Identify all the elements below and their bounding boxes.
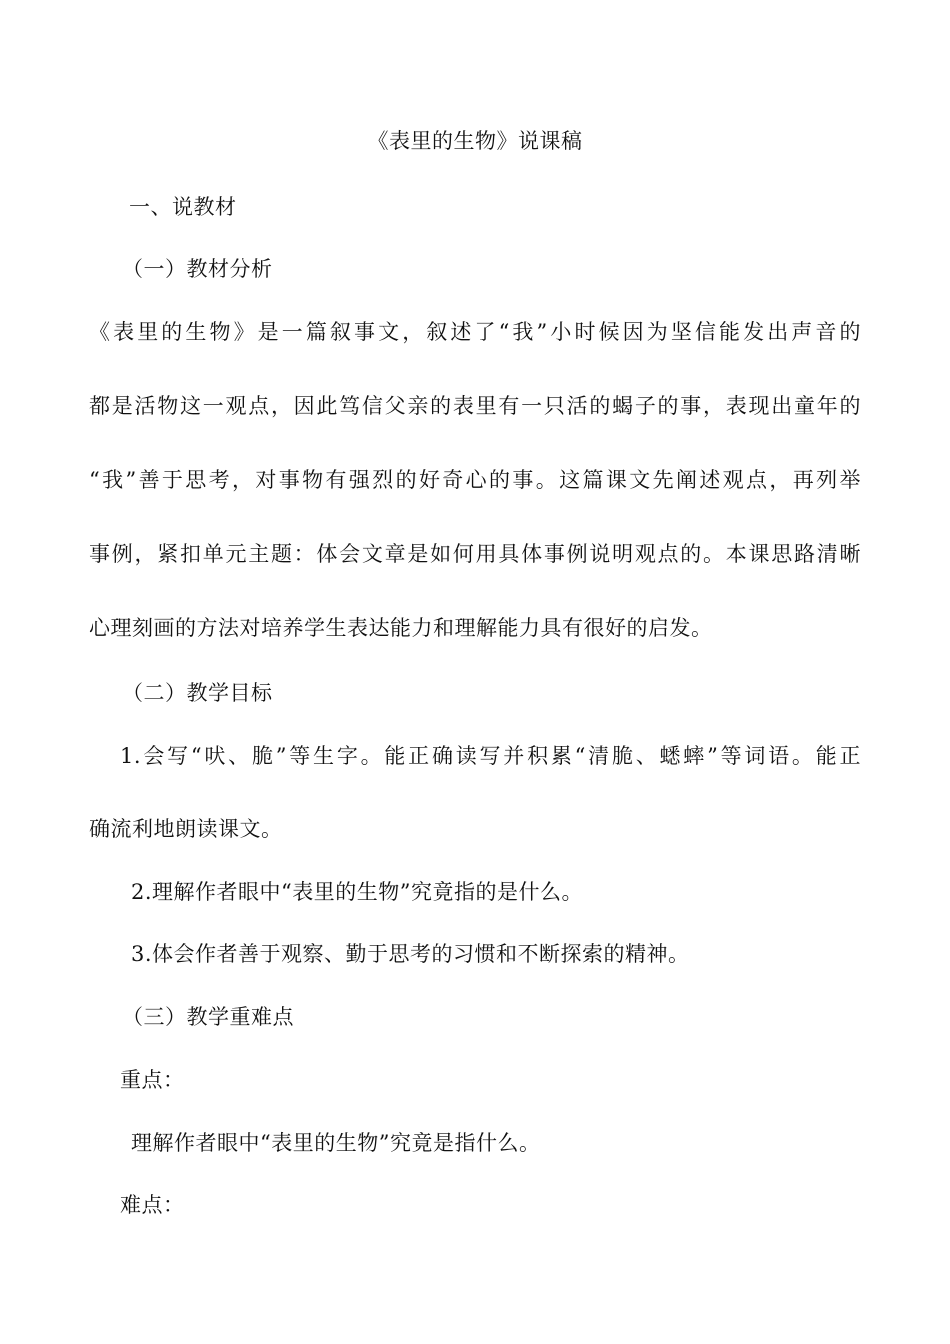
analysis-line-3: “我”善于思考，对事物有强烈的好奇心的事。这篇课文先阐述观点，再列举 xyxy=(89,468,861,492)
goal-1-line-2: 确流利地朗读课文。 xyxy=(89,817,283,841)
analysis-line-4: 事例，紧扣单元主题：体会文章是如何用具体事例说明观点的。本课思路清晰 xyxy=(89,542,861,566)
document-title: 《表里的生物》说课稿 xyxy=(367,129,583,153)
section-heading-textbook: 一、说教材 xyxy=(129,195,237,219)
key-point-text: 理解作者眼中“表里的生物”究竟是指什么。 xyxy=(131,1131,541,1155)
goal-2: 2.理解作者眼中“表里的生物”究竟指的是什么。 xyxy=(131,880,584,904)
subheading-material-analysis: （一）教材分析 xyxy=(122,257,273,281)
goal-1-line-1: 1.会写“吠、脆”等生字。能正确读写并积累“清脆、蟋蟀”等词语。能正 xyxy=(120,744,861,768)
difficulty-label: 难点： xyxy=(120,1193,185,1217)
analysis-line-5: 心理刻画的方法对培养学生表达能力和理解能力具有很好的启发。 xyxy=(89,616,713,640)
key-point-label: 重点： xyxy=(120,1068,185,1092)
subheading-teaching-goals: （二）教学目标 xyxy=(122,681,273,705)
analysis-line-2: 都是活物这一观点，因此笃信父亲的表里有一只活的蝎子的事，表现出童年的 xyxy=(89,394,861,418)
analysis-line-1: 《表里的生物》是一篇叙事文，叙述了“我”小时候因为坚信能发出声音的 xyxy=(89,320,861,344)
subheading-key-difficult-points: （三）教学重难点 xyxy=(122,1005,294,1029)
goal-3: 3.体会作者善于观察、勤于思考的习惯和不断探索的精神。 xyxy=(131,942,690,966)
